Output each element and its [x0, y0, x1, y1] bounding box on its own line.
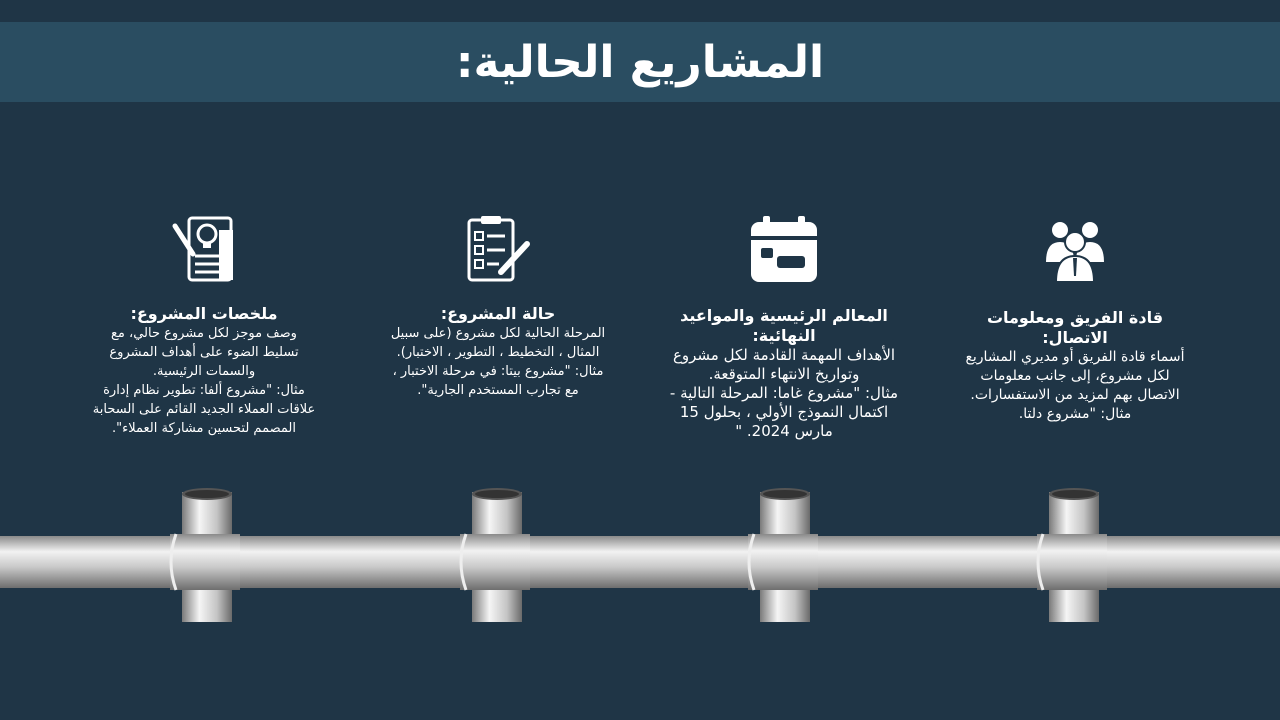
- column-line: لكل مشروع، إلى جانب معلومات: [980, 368, 1170, 384]
- column-line: المرحلة الحالية لكل مشروع (على سبيل: [390, 326, 606, 341]
- pipe-junction: [1037, 488, 1107, 622]
- column-heading: قادة الفريق ومعلومات الاتصال:: [986, 308, 1164, 347]
- column-heading: [664, 306, 904, 346]
- team-icon: [1040, 214, 1110, 284]
- column-heading-line: المعالم الرئيسية والمواعيد: [680, 306, 888, 325]
- column-line: مثال: "مشروع بيتا: في مرحلة الاختبار ،: [392, 364, 604, 379]
- column-line: المثال ، التخطيط ، التطوير ، الاختبار).: [396, 345, 600, 360]
- column-heading: حالة المشروع:: [440, 304, 556, 323]
- column-line: مثال: "مشروع دلتا.: [1018, 406, 1132, 422]
- column-line: والسمات الرئيسية.: [152, 364, 256, 379]
- column-line: اكتمال النموذج الأولي ، بحلول 15: [679, 403, 889, 421]
- column-line: الاتصال بهم لمزيد من الاستفسارات.: [970, 387, 1180, 403]
- column-line: مثال: "مشروع ألفا: تطوير نظام إدارة: [103, 383, 305, 398]
- column-milestones: [664, 214, 904, 441]
- calendar-icon: [749, 214, 819, 284]
- title-band: [0, 22, 1280, 102]
- column-line: مثال: "مشروع غاما: المرحلة التالية -: [669, 384, 899, 402]
- checklist-icon: [463, 214, 533, 284]
- pipe-junction: [170, 488, 240, 622]
- pipeline-graphic: [0, 480, 1280, 640]
- column-line: علاقات العملاء الجديد القائم على السحابة: [92, 402, 316, 417]
- column-heading-line: النهائية:: [752, 326, 816, 345]
- column-line: أسماء قادة الفريق أو مديري المشاريع: [965, 349, 1185, 365]
- column-line: المصمم لتحسين مشاركة العملاء".: [112, 421, 296, 436]
- column-line: الأهداف المهمة القادمة لكل مشروع: [672, 346, 896, 364]
- column-line: وصف موجز لكل مشروع حالي، مع: [111, 326, 297, 341]
- column-line: تسليط الضوء على أهداف المشروع: [109, 345, 299, 360]
- pipe-junction: [748, 488, 818, 622]
- column-project-status: [378, 214, 618, 400]
- pipe-junction: [460, 488, 530, 622]
- clipboard-idea-icon: [169, 214, 239, 284]
- column-project-summaries: [84, 214, 324, 438]
- page-title: المشاريع الحالية:: [455, 36, 825, 88]
- column-line: مع تجارب المستخدم الجارية".: [417, 383, 579, 398]
- column-line: مارس 2024. ": [735, 422, 833, 440]
- column-heading: ملخصات المشروع:: [130, 304, 278, 323]
- column-line: وتواريخ الانتهاء المتوقعة.: [708, 365, 860, 383]
- column-team-leaders: [955, 214, 1195, 424]
